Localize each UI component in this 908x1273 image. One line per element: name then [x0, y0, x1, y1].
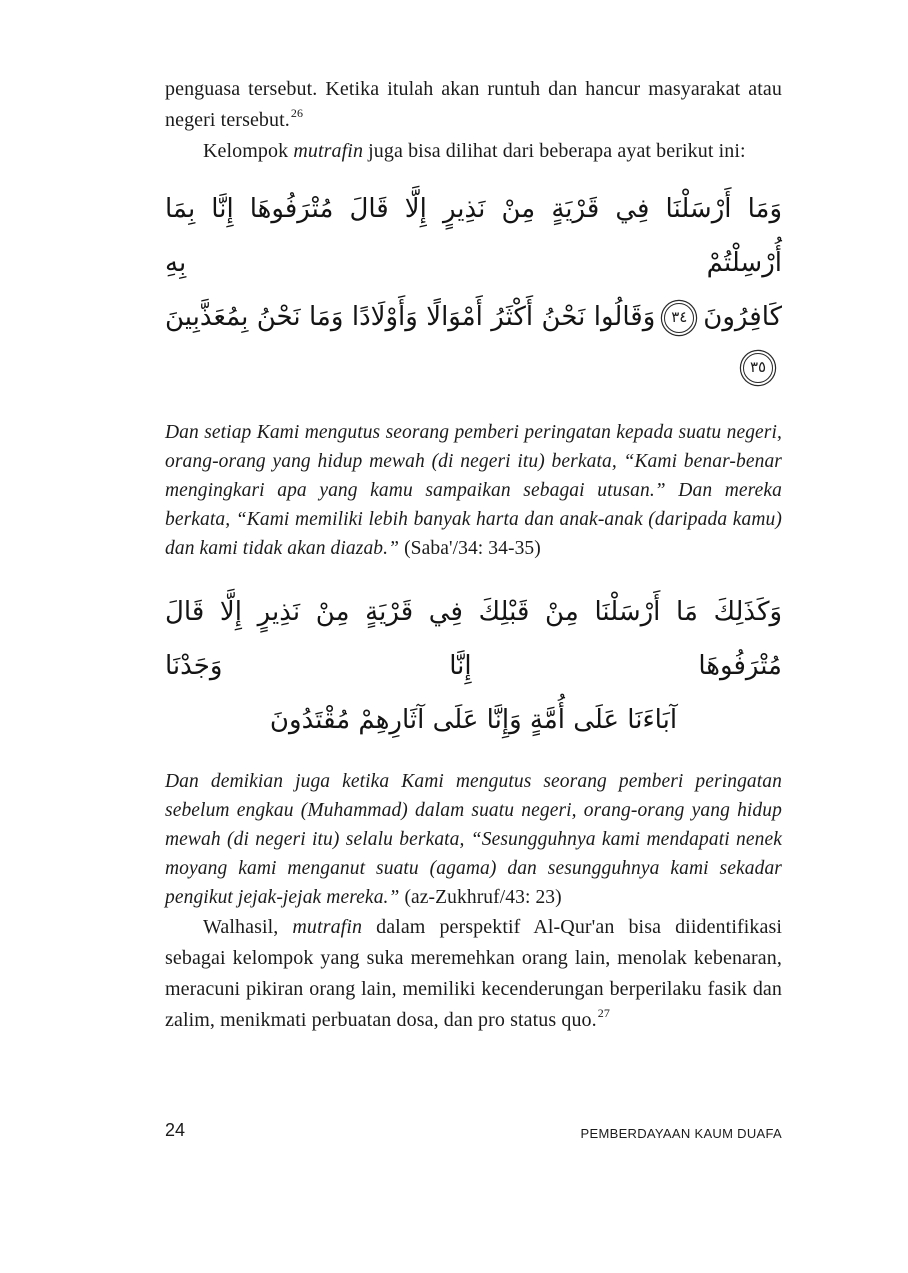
arabic-verse-saba-line2-start: كَافِرُونَ [703, 302, 782, 332]
text-block [165, 74, 782, 1036]
translation-saba [165, 418, 782, 563]
paragraph-kelompok-after: juga bisa dilihat dari beberapa ayat berikut ini: [363, 140, 746, 162]
paragraph-walhasil [165, 912, 782, 1036]
paragraph-walhasil-after: dalam perspektif Al-Qur'an bisa diidentifikasi sebagai kelompok yang suka meremehkan orang lain, menolak kebenaran, meracuni pikiran orang lain, memiliki kecenderungan berperilaku fasik dan zalim, menikmati perbuatan dosa, dan pro status quo. [165, 916, 783, 1031]
arabic-verse-zukhruf [165, 585, 782, 747]
arabic-verse-saba-line3 [165, 344, 782, 398]
footnote-ref-26: 26 [290, 106, 304, 120]
paragraph-intro-text: penguasa tersebut. Ketika itulah akan runtuh dan hancur masyarakat atau negeri tersebut. [165, 78, 782, 131]
paragraph-kelompok-before: Kelompok [203, 140, 294, 162]
arabic-verse-saba-line1: وَمَا أَرْسَلْنَا فِي قَرْيَةٍ مِنْ نَذِيرٍ إِلَّا قَالَ مُتْرَفُوهَا إِنَّا بِمَا أُرْسِلْتُمْ بِهِ [165, 194, 782, 278]
footnote-ref-27: 27 [597, 1006, 610, 1020]
paragraph-intro [165, 74, 782, 136]
arabic-verse-zukhruf-line1: وَكَذَلِكَ مَا أَرْسَلْنَا مِنْ قَبْلِكَ فِي قَرْيَةٍ مِنْ نَذِيرٍ إِلَّا قَالَ مُتْرَفُوهَا إِنَّا وَجَدْنَا [165, 597, 782, 681]
translation-zukhruf [165, 767, 782, 912]
paragraph-walhasil-before: Walhasil, [203, 916, 293, 938]
translation-zukhruf-text: Dan demikian juga ketika Kami mengutus seorang pemberi peringatan sebelum engkau (Muhammad) dalam suatu negeri, orang-orang yang hidup mewah (di negeri itu) selalu berkata, “Sesungguhnya kami mendapati nenek moyang kami menganut suatu (agama) dan sesungguhnya kami sekadar pengikut jejak-jejak mereka.” [165, 771, 782, 908]
verse-number-medallion-35 [743, 353, 773, 383]
page-footer [165, 1120, 782, 1141]
term-mutrafin-2: mutrafin [292, 916, 363, 938]
running-title: PEMBERDAYAAN KAUM DUAFA [580, 1126, 782, 1141]
verse-number-34: ٣٤ [671, 308, 688, 326]
verse-number-35: ٣٥ [749, 358, 767, 376]
arabic-verse-saba-line2-end: وَقَالُوا نَحْنُ أَكْثَرُ أَمْوَالًا وَأَوْلَادًا وَمَا نَحْنُ بِمُعَذَّبِينَ [165, 302, 656, 332]
verse-number-medallion-34 [664, 303, 694, 333]
citation-saba: (Saba'/34: 34-35) [404, 538, 541, 559]
page-number: 24 [165, 1120, 186, 1140]
arabic-verse-saba [165, 182, 782, 398]
paragraph-kelompok [165, 136, 782, 167]
arabic-verse-saba-line2 [165, 290, 782, 344]
citation-zukhruf: (az-Zukhruf/43: 23) [404, 887, 562, 908]
term-mutrafin: mutrafin [293, 140, 364, 162]
arabic-verse-zukhruf-line2: آبَاءَنَا عَلَى أُمَّةٍ وَإِنَّا عَلَى آثَارِهِمْ مُقْتَدُونَ [269, 705, 678, 735]
translation-saba-text: Dan setiap Kami mengutus seorang pemberi peringatan kepada suatu negeri, orang-orang yang hidup mewah (di negeri itu) berkata, “Kami benar-benar mengingkari apa yang kamu sampaikan sebagai utusan.” Dan mereka berkata, “Kami memiliki lebih banyak harta dan anak-anak (daripada kamu) dan kami tidak akan diazab.” [165, 422, 782, 559]
